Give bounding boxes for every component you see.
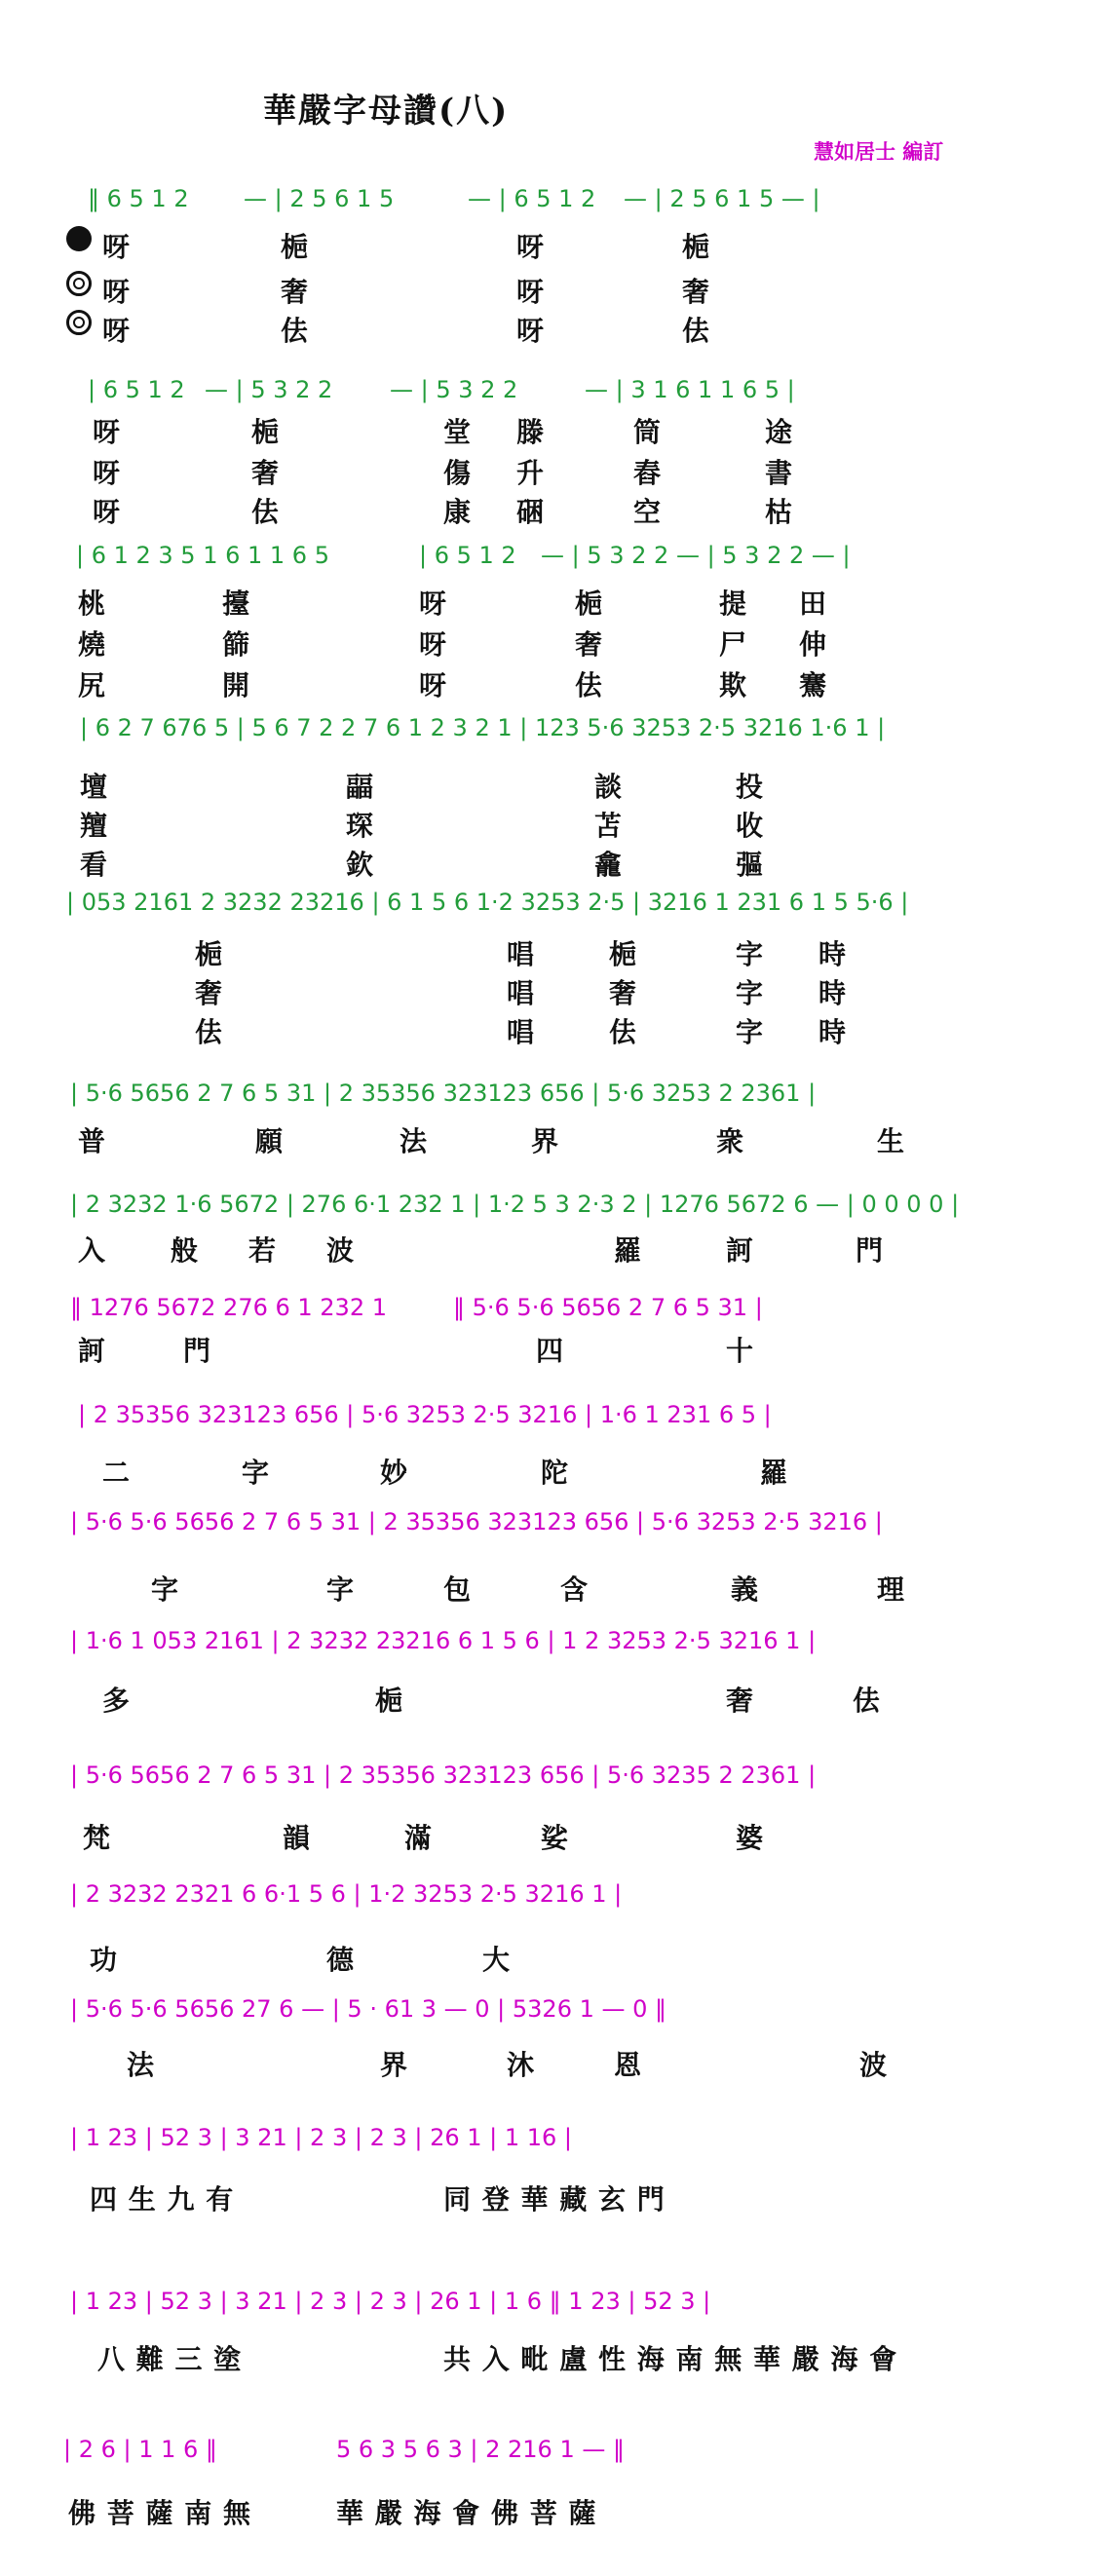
notation-segment: | 2 35356 323123 656 | 5·6 3253 2·5 3216 | 1·6 1 231 6 5 | [78, 1401, 772, 1428]
lyric-text: 龕 [594, 849, 624, 881]
lyric-text: 欺 [719, 669, 748, 701]
lyric-text: 佉 [682, 315, 711, 347]
lyric-text: 康 [443, 496, 473, 528]
lyric-text: 四 生 九 有 [90, 2183, 235, 2216]
lyric-text: 提 [719, 587, 748, 620]
lyric-text: 德 [326, 1944, 356, 1976]
lyric-text: 梔 [375, 1685, 404, 1717]
lyric-text: 法 [127, 2049, 156, 2081]
lyric-line [0, 1569, 1104, 1608]
lyric-text: 四 [536, 1335, 565, 1367]
lyric-line [0, 1120, 1104, 1159]
notation-line [0, 1762, 1104, 1797]
lyric-text: 欽 [346, 849, 375, 881]
lyric-text: 多 [102, 1685, 132, 1717]
lyric-line [0, 2338, 1104, 2377]
lyric-text: 陀 [541, 1457, 570, 1489]
lyric-text: 華 嚴 海 會 佛 菩 薩 [336, 2497, 597, 2529]
lyric-text: 含 [560, 1573, 590, 1606]
notation-segment: | 6 5 1 2 [88, 376, 185, 403]
lyric-text: 婆 [736, 1822, 765, 1854]
lyric-line [0, 933, 1104, 972]
lyric-line [0, 452, 1104, 491]
lyric-text: 恩 [614, 2049, 643, 2081]
lyric-text: 波 [859, 2049, 889, 2081]
author-credit: 慧如居士 編訂 [814, 139, 944, 164]
song-title: 華嚴字母讚(八) [263, 92, 510, 131]
lyric-text: 佉 [575, 669, 604, 701]
lyric-text: 梔 [609, 938, 638, 970]
lyric-text: 枯 [765, 496, 794, 528]
lyric-text: 沐 [507, 2049, 536, 2081]
notation-line [0, 2124, 1104, 2159]
notation-line [0, 714, 1104, 749]
lyric-text: 看 [80, 849, 109, 881]
lyric-text: 佛 菩 薩 南 無 [68, 2497, 251, 2529]
lyric-line [0, 1939, 1104, 1978]
lyric-text: 妙 [380, 1457, 409, 1489]
lyric-line [0, 664, 1104, 703]
lyric-text: 時 [818, 938, 848, 970]
lyric-text: 同 登 華 藏 玄 門 [443, 2183, 666, 2216]
lyric-line [0, 1330, 1104, 1369]
lyric-text: 呀 [93, 457, 122, 489]
lyric-text: 門 [856, 1234, 885, 1267]
lyric-text: 衆 [716, 1125, 745, 1157]
lyric-text: 篩 [222, 628, 251, 661]
notation-segment: — | 2 5 6 1 5 [244, 185, 395, 212]
lyric-line [0, 226, 1104, 265]
lyric-text: 尸 [719, 628, 748, 661]
lyric-text: 彄 [736, 849, 765, 881]
lyric-text: 願 [255, 1125, 285, 1157]
lyric-text: 佉 [609, 1016, 638, 1048]
lyric-text: 奢 [281, 276, 310, 308]
notation-segment: | 2 3232 1·6 5672 | 276 6·1 232 1 | 1·2 5 3 2·3 2 | 1276 5672 6 — | 0 0 0 0 | [70, 1191, 960, 1218]
lyric-text: 奢 [682, 276, 711, 308]
lyric-text: 伸 [799, 628, 828, 661]
lyric-text: 功 [90, 1944, 119, 1976]
lyric-text: 尻 [78, 669, 107, 701]
notation-line [0, 185, 1104, 220]
lyric-text: 奢 [251, 457, 281, 489]
lyric-text: 界 [531, 1125, 560, 1157]
notation-line [0, 1294, 1104, 1329]
lyric-text: 唱 [507, 1016, 536, 1048]
lyric-text: 呀 [516, 315, 546, 347]
lyric-text: 字 [242, 1457, 271, 1489]
lyric-text: 佉 [251, 496, 281, 528]
lyric-text: 字 [736, 1016, 765, 1048]
notation-segment: — | 5 3 2 2 [390, 376, 518, 403]
notation-line [0, 1508, 1104, 1543]
lyric-text: 字 [736, 938, 765, 970]
lyric-text: 佉 [281, 315, 310, 347]
lyric-text: 義 [731, 1573, 760, 1606]
lyric-text: 法 [400, 1125, 429, 1157]
notation-line [0, 1995, 1104, 2030]
lyric-line [0, 411, 1104, 450]
lyric-text: 共 入 毗 盧 性 海 南 無 華 嚴 海 會 [443, 2343, 898, 2375]
lyric-line [0, 1011, 1104, 1050]
lyric-text: 梵 [83, 1822, 112, 1854]
notation-line [0, 2436, 1104, 2471]
notation-segment: | 6 1 2 3 5 1 6 1 1 6 5 [76, 542, 329, 569]
lyric-line [0, 972, 1104, 1011]
lyric-line [0, 766, 1104, 805]
lyric-text: 韻 [283, 1822, 312, 1854]
lyric-line [0, 271, 1104, 310]
lyric-line [0, 310, 1104, 349]
lyric-text: 入 [78, 1234, 107, 1267]
notation-segment: | 5·6 5·6 5656 2 7 6 5 31 | 2 35356 323123 656 | 5·6 3253 2·5 3216 | [70, 1508, 883, 1535]
lyric-text: 滕 [516, 416, 546, 448]
lyric-text: 羅 [614, 1234, 643, 1267]
notation-segment: — | 2 5 6 1 5 — | [624, 185, 820, 212]
lyric-text: 時 [818, 977, 848, 1009]
lyric-line [0, 491, 1104, 530]
lyric-text: 包 [443, 1573, 473, 1606]
lyric-text: 佉 [195, 1016, 224, 1048]
lyric-line [0, 2492, 1104, 2531]
notation-line [0, 1080, 1104, 1115]
lyric-text: 波 [326, 1234, 356, 1267]
notation-segment: | 6 5 1 2 [419, 542, 516, 569]
lyric-text: 二 [102, 1457, 132, 1489]
notation-line [0, 1627, 1104, 1662]
notation-line [0, 1880, 1104, 1915]
lyric-text: 若 [248, 1234, 278, 1267]
lyric-text: 燒 [78, 628, 107, 661]
lyric-text: 唱 [507, 938, 536, 970]
lyric-line [0, 1230, 1104, 1269]
lyric-text: 呀 [516, 276, 546, 308]
lyric-text: 呀 [419, 669, 448, 701]
notation-segment: | 2 3232 2321 6 6·1 5 6 | 1·2 3253 2·5 3216 1 | [70, 1880, 623, 1908]
lyric-text: 呀 [419, 628, 448, 661]
lyric-text: 羶 [80, 810, 109, 842]
lyric-text: 筒 [633, 416, 663, 448]
lyric-text: 訶 [726, 1234, 755, 1267]
lyric-text: 騫 [799, 669, 828, 701]
lyric-text: 梔 [575, 587, 604, 620]
lyric-text: 呀 [516, 231, 546, 263]
notation-line [0, 1401, 1104, 1436]
lyric-text: 唱 [507, 977, 536, 1009]
lyric-text: 梔 [281, 231, 310, 263]
lyric-text: 字 [151, 1573, 180, 1606]
notation-segment: | 6 2 7 676 5 | 5 6 7 2 2 7 6 1 2 3 2 1 | 123 5·6 3253 2·5 3216 1·6 1 | [80, 714, 886, 741]
lyric-text: 呀 [419, 587, 448, 620]
lyric-text: 書 [765, 457, 794, 489]
notation-line [0, 889, 1104, 924]
lyric-text: 娑 [541, 1822, 570, 1854]
lyric-text: 門 [183, 1335, 212, 1367]
lyric-text: 升 [516, 457, 546, 489]
lyric-text: 奢 [195, 977, 224, 1009]
lyric-text: 生 [877, 1125, 906, 1157]
notation-segment: | 5·6 5·6 5656 27 6 — | 5 · 61 3 — 0 | 5326 1 — 0 ‖ [70, 1995, 667, 2023]
lyric-text: 開 [222, 669, 251, 701]
notation-segment: | 2 6 | 1 1 6 ‖ [63, 2436, 217, 2463]
lyric-line [0, 2178, 1104, 2217]
lyric-line [0, 1680, 1104, 1719]
lyric-line [0, 1817, 1104, 1856]
lyric-text: 奢 [609, 977, 638, 1009]
notation-line [0, 1191, 1104, 1226]
lyric-text: 佉 [853, 1685, 882, 1717]
lyric-text: 㽬 [346, 771, 375, 803]
lyric-text: 苫 [594, 810, 624, 842]
lyric-text: 普 [78, 1125, 107, 1157]
lyric-text: 投 [736, 771, 765, 803]
lyric-text: 八 難 三 塗 [97, 2343, 243, 2375]
lyric-text: 呀 [102, 315, 132, 347]
lyric-line [0, 583, 1104, 622]
lyric-text: 硱 [516, 496, 546, 528]
notation-segment: | 1·6 1 053 2161 | 2 3232 23216 6 1 5 6 | 1 2 3253 2·5 3216 1 | [70, 1627, 817, 1654]
lyric-text: 羅 [760, 1457, 789, 1489]
lyric-text: 空 [633, 496, 663, 528]
lyric-line [0, 624, 1104, 663]
lyric-text: 談 [594, 771, 624, 803]
lyric-text: 收 [736, 810, 765, 842]
lyric-text: 傷 [443, 457, 473, 489]
notation-segment: | 1 23 | 52 3 | 3 21 | 2 3 | 2 3 | 26 1 | 1 16 | [70, 2124, 573, 2151]
notation-segment: ‖ 5·6 5·6 5656 2 7 6 5 31 | [453, 1294, 763, 1321]
lyric-text: 界 [380, 2049, 409, 2081]
lyric-text: 般 [171, 1234, 200, 1267]
lyric-text: 字 [326, 1573, 356, 1606]
lyric-text: 訶 [78, 1335, 107, 1367]
notation-segment: — | 5 3 2 2 [205, 376, 333, 403]
notation-segment: — | 3 1 6 1 1 6 5 | [585, 376, 795, 403]
lyric-text: 滿 [404, 1822, 434, 1854]
lyric-text: 途 [765, 416, 794, 448]
lyric-text: 梔 [682, 231, 711, 263]
lyric-text: 時 [818, 1016, 848, 1048]
lyric-text: 呀 [93, 416, 122, 448]
lyric-text: 十 [726, 1335, 755, 1367]
lyric-text: 桃 [78, 587, 107, 620]
lyric-text: 呀 [93, 496, 122, 528]
lyric-text: 奢 [726, 1685, 755, 1717]
lyric-text: 呀 [102, 231, 132, 263]
lyric-text: 舂 [633, 457, 663, 489]
notation-segment: 5 6 3 5 6 3 | 2 216 1 — ‖ [336, 2436, 625, 2463]
lyric-text: 堂 [443, 416, 473, 448]
notation-segment: ‖ 6 5 1 2 [88, 185, 189, 212]
notation-segment: ‖ 1276 5672 276 6 1 232 1 [70, 1294, 387, 1321]
notation-line [0, 2288, 1104, 2323]
lyric-text: 奢 [575, 628, 604, 661]
lyric-line [0, 1452, 1104, 1491]
lyric-text: 梔 [251, 416, 281, 448]
notation-segment: | 1 23 | 52 3 | 3 21 | 2 3 | 2 3 | 26 1 | 1 6 ‖ 1 23 | 52 3 | [70, 2288, 711, 2315]
lyric-text: 字 [736, 977, 765, 1009]
notation-segment: — | 6 5 1 2 [468, 185, 596, 212]
lyric-text: 大 [482, 1944, 512, 1976]
lyric-text: 琛 [346, 810, 375, 842]
lyric-text: 壇 [80, 771, 109, 803]
lyric-line [0, 844, 1104, 883]
lyric-line [0, 805, 1104, 844]
lyric-text: 理 [877, 1573, 906, 1606]
lyric-text: 梔 [195, 938, 224, 970]
notation-segment: | 053 2161 2 3232 23216 | 6 1 5 6 1·2 3253 2·5 | 3216 1 231 6 1 5 5·6 | [66, 889, 909, 916]
notation-segment: | 5·6 5656 2 7 6 5 31 | 2 35356 323123 656 | 5·6 3235 2 2361 | [70, 1762, 817, 1789]
lyric-text: 田 [799, 587, 828, 620]
lyric-text: 呀 [102, 276, 132, 308]
notation-line [0, 376, 1104, 411]
notation-line [0, 542, 1104, 577]
notation-segment: — | 5 3 2 2 — | 5 3 2 2 — | [541, 542, 851, 569]
lyric-text: 擡 [222, 587, 251, 620]
notation-segment: | 5·6 5656 2 7 6 5 31 | 2 35356 323123 656 | 5·6 3253 2 2361 | [70, 1080, 817, 1107]
lyric-line [0, 2044, 1104, 2083]
